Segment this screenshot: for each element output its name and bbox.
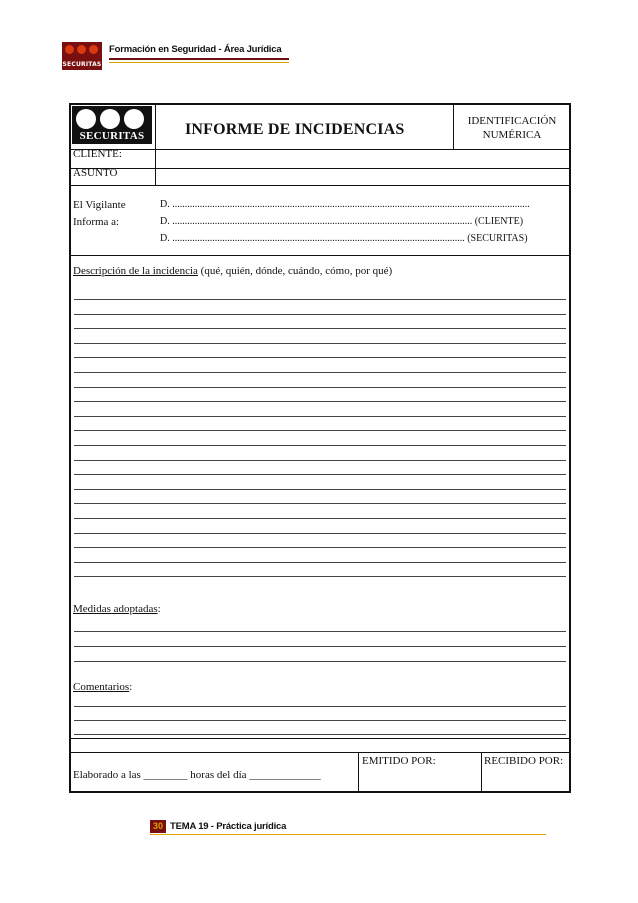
descripcion-write-line[interactable] bbox=[74, 387, 566, 388]
descripcion-hint: (qué, quién, dónde, cuándo, cómo, por qué) bbox=[197, 265, 393, 277]
divider-footer-top bbox=[71, 738, 569, 739]
footer-rule bbox=[150, 834, 546, 835]
descripcion-write-line[interactable] bbox=[74, 533, 566, 534]
divider-below-cliente bbox=[71, 168, 569, 169]
page-number: 30 bbox=[150, 820, 166, 833]
descripcion-write-line[interactable] bbox=[74, 416, 566, 417]
id-numerica-label bbox=[456, 114, 568, 142]
form-title: INFORME DE INCIDENCIAS bbox=[185, 121, 405, 138]
medidas-write-line[interactable] bbox=[74, 646, 566, 647]
comentarios-write-line[interactable] bbox=[74, 734, 566, 735]
form-securitas-logo bbox=[72, 106, 152, 144]
descripcion-write-line[interactable] bbox=[74, 460, 566, 461]
emitido-label: EMITIDO POR: bbox=[362, 755, 436, 767]
form-logo-text: SECURITAS bbox=[79, 130, 145, 142]
descripcion-write-line[interactable] bbox=[74, 576, 566, 577]
descripcion-write-line[interactable] bbox=[74, 357, 566, 358]
descripcion-write-line[interactable] bbox=[74, 372, 566, 373]
descripcion-write-line[interactable] bbox=[74, 299, 566, 300]
descripcion-write-line[interactable] bbox=[74, 343, 566, 344]
descripcion-write-line[interactable] bbox=[74, 445, 566, 446]
comentarios-write-line[interactable] bbox=[74, 706, 566, 707]
descripcion-write-line[interactable] bbox=[74, 314, 566, 315]
medidas-label: Medidas adoptadas bbox=[73, 603, 158, 615]
medidas-colon: : bbox=[157, 603, 161, 615]
descripcion-label: Descripción de la incidencia bbox=[73, 265, 198, 277]
divider-footer-second bbox=[71, 752, 569, 753]
elaborado-field: Elaborado a las ________ horas del día _____________ bbox=[73, 769, 321, 781]
descripcion-write-line[interactable] bbox=[74, 401, 566, 402]
comentarios-label: Comentarios bbox=[73, 681, 130, 693]
descripcion-write-line[interactable] bbox=[74, 474, 566, 475]
vigilante-name-line: D. ............................................................................................................................................... bbox=[160, 199, 530, 210]
descripcion-write-line[interactable] bbox=[74, 547, 566, 548]
medidas-heading bbox=[73, 603, 161, 615]
divider-below-title bbox=[71, 149, 569, 150]
header-title: Formación en Seguridad - Área Jurídica bbox=[109, 44, 282, 55]
cliente-label: CLIENTE: bbox=[73, 148, 122, 160]
header-securitas-logo bbox=[62, 42, 102, 70]
header-rule bbox=[109, 58, 289, 60]
descripcion-write-line[interactable] bbox=[74, 503, 566, 504]
descripcion-write-line[interactable] bbox=[74, 562, 566, 563]
descripcion-write-line[interactable] bbox=[74, 518, 566, 519]
header-logo-text: SECURITAS bbox=[62, 61, 102, 68]
vigilante-label: El Vigilante bbox=[73, 199, 126, 211]
comentarios-write-line[interactable] bbox=[74, 720, 566, 721]
divider-vertical-recibido bbox=[481, 752, 482, 791]
cliente-recipient-line: D. ........................................................................................................................ (CLIENTE) bbox=[160, 216, 524, 227]
footer-title: TEMA 19 - Práctica jurídica bbox=[170, 821, 287, 832]
asunto-label: ASUNTO bbox=[73, 167, 118, 179]
divider-below-informa bbox=[71, 255, 569, 256]
id-label-line1: IDENTIFICACIÓN bbox=[467, 115, 557, 127]
comentarios-colon: : bbox=[129, 681, 133, 693]
recibido-label: RECIBIDO POR: bbox=[484, 755, 564, 767]
divider-vertical-left bbox=[155, 105, 156, 185]
descripcion-write-line[interactable] bbox=[74, 328, 566, 329]
securitas-recipient-line: D. ..................................................................................................................... (SECURITAS) bbox=[160, 233, 528, 244]
divider-below-asunto bbox=[71, 185, 569, 186]
informa-label: Informa a: bbox=[73, 216, 120, 228]
comentarios-heading bbox=[73, 681, 132, 693]
divider-vertical-id bbox=[453, 105, 454, 149]
divider-vertical-emitido bbox=[358, 752, 359, 791]
id-label-line2: NUMÉRICA bbox=[482, 129, 542, 141]
descripcion-heading bbox=[73, 265, 392, 277]
medidas-write-line[interactable] bbox=[74, 661, 566, 662]
descripcion-write-line[interactable] bbox=[74, 430, 566, 431]
descripcion-write-line[interactable] bbox=[74, 489, 566, 490]
header-rule-accent bbox=[109, 62, 289, 63]
medidas-write-line[interactable] bbox=[74, 631, 566, 632]
